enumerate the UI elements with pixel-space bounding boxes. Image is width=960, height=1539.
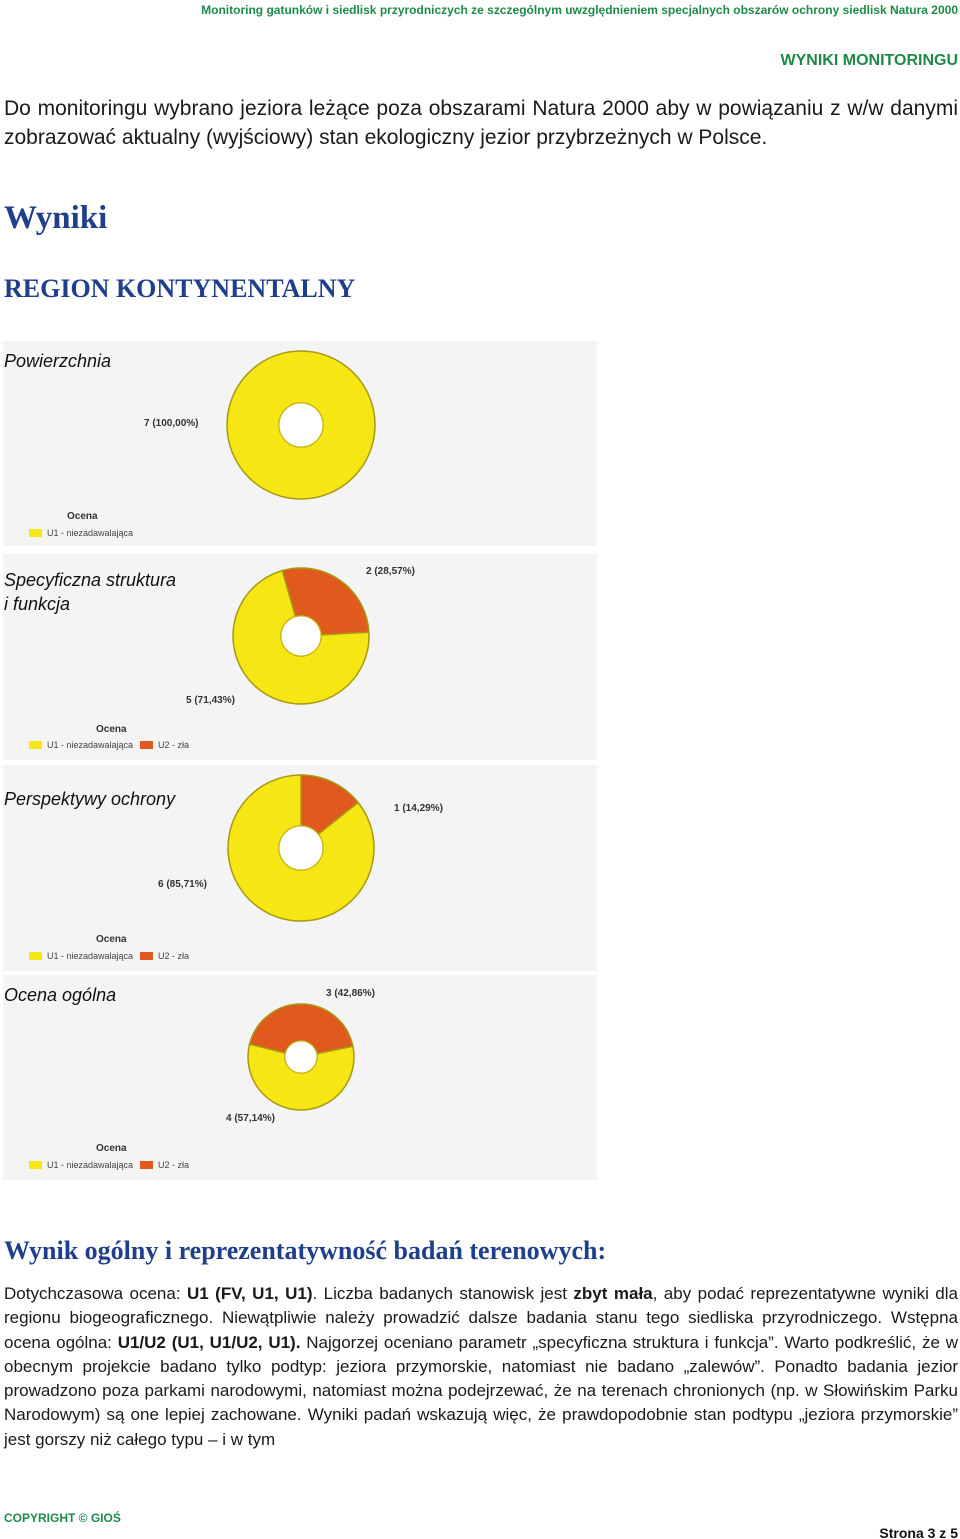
donut-hole [279,403,323,447]
legend-label-u1: U1 - niezadawalająca [47,951,134,961]
legend-swatch-u2 [140,1161,153,1169]
legend-label-u1: U1 - niezadawalająca [47,1160,134,1170]
summary-heading: Wynik ogólny i reprezentatywność badań terenowych: [4,1236,607,1265]
legend-swatch-u1 [29,741,42,749]
chart-title: Perspektywy ochrony [4,789,176,809]
legend-title: Ocena [96,724,127,735]
summary-text-3: , aby podać reprezentatywne wyniki dla regionu biogeograficznego. Niewątpliwie należy prowadzić dalsze badania stanu tego siedliska przyrodniczego. Wstępna ocena ogólna: [4,1284,958,1352]
data-label-u1: 5 (71,43%) [186,695,235,706]
summary-text-2: . Liczba badanych stanowisk jest [312,1284,574,1303]
summary-paragraph [4,1282,958,1452]
intro-paragraph: Do monitoringu wybrano jeziora leżące poza obszarami Natura 2000 aby w powiązaniu z w/w danymi zobrazować aktualny (wyjściowy) stan ekologiczny jezior przybrzeżnych w Polsce. [4,97,958,149]
legend-title: Ocena [67,511,98,522]
chart-panel-ocena-ogolna [3,975,597,1180]
footer-page-number: Strona 3 z 5 [879,1525,958,1539]
legend-item-u1 [29,1160,133,1170]
chart-title-line2: i funkcja [4,594,71,614]
footer-copyright: COPYRIGHT © GIOŚ [4,1511,121,1525]
legend-swatch-u1 [29,529,42,537]
data-label-u2: 3 (42,86%) [326,988,375,999]
chart-panel-struktura [3,554,597,760]
chart-title: Ocena ogólna [4,985,117,1005]
legend-swatch-u2 [140,952,153,960]
legend-label-u2: U2 - zła [158,1160,190,1170]
data-label-u1: 6 (85,71%) [158,879,207,890]
legend-label-u1: U1 - niezadawalająca [47,528,134,538]
legend-title: Ocena [96,1143,127,1154]
results-heading: Wyniki [4,200,108,236]
legend-swatch-u1 [29,1161,42,1169]
legend-item-u1 [29,951,133,961]
chart-panel-perspektywy [3,765,597,971]
summary-bold-3: U1/U2 (U1, U1/U2, U1). [117,1332,301,1352]
legend-label-u1: U1 - niezadawalająca [47,740,134,750]
summary-text-4: Najgorzej oceniano parametr „specyficzna struktura i funkcja”. Warto podkreślić, że w obecnym projekcie badano tylko podtyp: jeziora przymorskie, natomiast nie badano „zalewów”. Ponadto badania jezior prowadzono poza parkami narodowymi, natomiast można podejrzewać, że na terenach chronionych (np. w Słowińskim Parku Narodowym) są one lepiej zachowane. Wyniki padań wskazują więc, że prawdopodobnie stan podtypu „jeziora przymorskie” jest gorszy niż całego typu – i w tym [4,1332,958,1449]
data-label-u2: 1 (14,29%) [394,803,443,814]
summary-text-1: Dotychczasowa ocena: [4,1284,187,1303]
legend-swatch-u1 [29,952,42,960]
donut-hole [281,616,321,656]
chart-panel-powierzchnia [3,341,597,546]
region-heading: REGION KONTYNENTALNY [4,274,356,303]
legend-item-u2 [140,740,189,750]
section-header: WYNIKI MONITORINGU [780,52,958,69]
legend-item-u2 [140,1160,189,1170]
legend-item-u1 [29,740,133,750]
donut-hole [279,826,323,870]
legend-label-u2: U2 - zła [158,951,190,961]
summary-bold-2: zbyt mała [573,1284,653,1303]
data-label-u1: 7 (100,00%) [144,418,199,429]
legend-swatch-u2 [140,741,153,749]
data-label-u2: 2 (28,57%) [366,566,415,577]
legend-item-u2 [140,951,189,961]
legend-item-u1 [29,528,133,538]
chart-title-line1: Specyficzna struktura [4,570,177,590]
legend-label-u2: U2 - zła [158,740,190,750]
chart-title [4,568,204,616]
data-label-u1: 4 (57,14%) [226,1113,275,1124]
donut-hole [285,1041,317,1073]
chart-title: Powierzchnia [4,351,112,371]
running-header: Monitoring gatunków i siedlisk przyrodniczych ze szczególnym uwzględnieniem specjalnych obszarów ochrony siedlisk Natura 2000 [201,3,958,17]
summary-bold-1: U1 (FV, U1, U1) [187,1284,313,1303]
legend-title: Ocena [96,934,127,945]
